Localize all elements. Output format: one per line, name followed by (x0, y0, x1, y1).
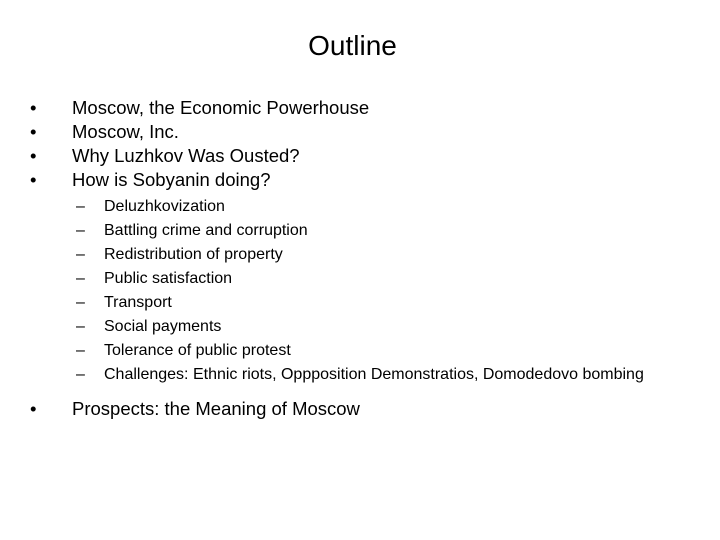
sub-bullet-text: Public satisfaction (104, 270, 233, 287)
dash-icon: – (76, 198, 85, 215)
bullet-item (30, 144, 690, 168)
sub-bullet-text: Transport (104, 294, 172, 311)
sub-bullet-item (30, 219, 690, 243)
sub-bullet-text: Deluzhkovization (104, 198, 225, 215)
bullet-text: Why Luzhkov Was Ousted? (72, 145, 300, 166)
sub-bullet-text: Tolerance of public protest (104, 342, 291, 359)
sub-bullet-item (30, 291, 690, 315)
sub-bullet-list (30, 195, 690, 383)
sub-bullet-text: Battling crime and corruption (104, 222, 308, 239)
bullet-text: How is Sobyanin doing? (72, 169, 271, 190)
dash-icon: – (76, 294, 85, 311)
dash-icon: – (76, 342, 85, 359)
dash-icon: – (76, 270, 85, 287)
sub-bullet-item (30, 315, 690, 339)
sub-bullet-item (30, 339, 690, 363)
bullet-list (30, 96, 690, 421)
bullet-icon: • (30, 398, 37, 419)
bullet-icon: • (30, 97, 37, 118)
sub-bullet-item (30, 267, 690, 291)
sub-bullet-text: Challenges: Ethnic riots, Oppposition Demonstratios, Domodedovo bombing (104, 366, 644, 383)
bullet-icon: • (30, 121, 37, 142)
bullet-item (30, 96, 690, 120)
slide-title: Outline (308, 30, 397, 61)
dash-icon: – (76, 222, 85, 239)
sub-bullet-item (30, 243, 690, 267)
dash-icon: – (76, 246, 85, 263)
bullet-icon: • (30, 145, 37, 166)
bullet-item (30, 397, 690, 421)
bullet-text: Moscow, the Economic Powerhouse (72, 97, 370, 118)
bullet-item (30, 120, 690, 144)
sub-bullet-text: Redistribution of property (104, 246, 283, 263)
sub-bullet-group (30, 195, 690, 383)
bullet-item (30, 168, 690, 192)
bullet-text: Moscow, Inc. (72, 121, 179, 142)
bullet-text: Prospects: the Meaning of Moscow (72, 398, 360, 419)
sub-bullet-item (30, 363, 694, 383)
sub-bullet-text: Social payments (104, 318, 222, 335)
dash-icon: – (76, 318, 85, 335)
dash-icon: – (76, 366, 85, 383)
bullet-icon: • (30, 169, 37, 190)
sub-bullet-item (30, 195, 690, 219)
